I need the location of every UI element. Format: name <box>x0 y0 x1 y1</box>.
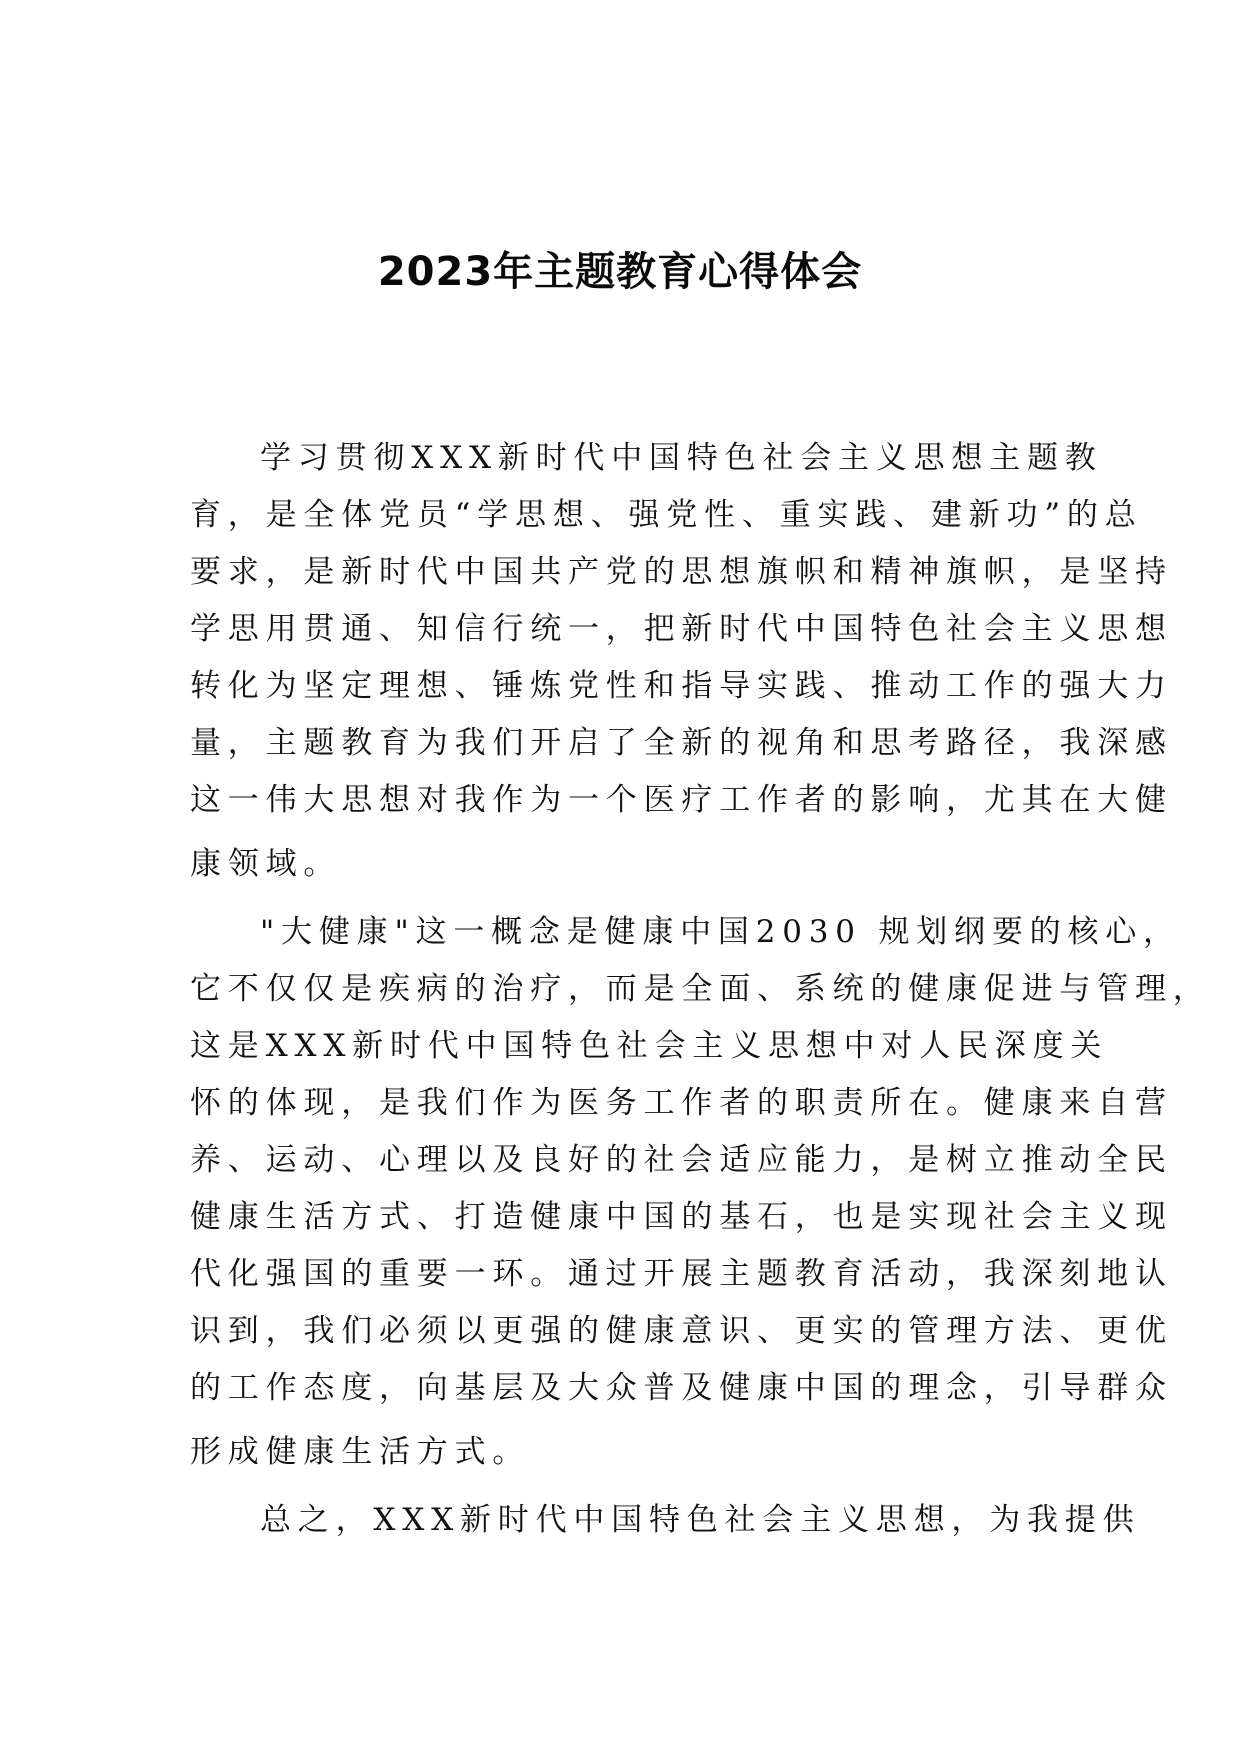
paragraph-1-line-6: 量，主题教育为我们开启了全新的视角和思考路径，我深感 <box>190 725 1173 761</box>
paragraph-1-line-2: 育，是全体党员“学思想、强党性、重实践、建新功”的总 <box>190 497 1143 533</box>
document-title: 2023年主题教育心得体会 <box>377 249 863 295</box>
paragraph-2-line-4: 怀的体现，是我们作为医务工作者的职责所在。健康来自营 <box>190 1085 1173 1121</box>
paragraph-2-line-1: "大健康"这一概念是健康中国2030 规划纲要的核心， <box>260 914 1181 950</box>
paragraph-2-line-2: 它不仅仅是疾病的治疗，而是全面、系统的健康促进与管理， <box>190 971 1211 1007</box>
paragraph-1-line-4: 学思用贯通、知信行统一，把新时代中国特色社会主义思想 <box>190 611 1173 647</box>
paragraph-2-line-5: 养、运动、心理以及良好的社会适应能力，是树立推动全民 <box>190 1142 1173 1178</box>
paragraph-2-line-3: 这是XXX新时代中国特色社会主义思想中对人民深度关 <box>190 1028 1109 1064</box>
paragraph-1-line-7: 这一伟大思想对我作为一个医疗工作者的影响，尤其在大健 <box>190 782 1173 818</box>
paragraph-2-line-9: 的工作态度，向基层及大众普及健康中国的理念，引导群众 <box>190 1370 1173 1406</box>
paragraph-1-line-8: 康领域。 <box>190 846 342 882</box>
paragraph-3-line-1: 总之，XXX新时代中国特色社会主义思想，为我提供 <box>260 1502 1141 1538</box>
paragraph-2-line-7: 代化强国的重要一环。通过开展主题教育活动，我深刻地认 <box>190 1256 1173 1292</box>
paragraph-2-line-6: 健康生活方式、打造健康中国的基石，也是实现社会主义现 <box>190 1199 1173 1235</box>
paragraph-1-line-1: 学习贯彻XXX新时代中国特色社会主义思想主题教 <box>260 440 1103 476</box>
paragraph-1-line-5: 转化为坚定理想、锤炼党性和指导实践、推动工作的强大力 <box>190 668 1173 704</box>
paragraph-2-line-8: 识到，我们必须以更强的健康意识、更实的管理方法、更优 <box>190 1313 1173 1349</box>
paragraph-2-line-10: 形成健康生活方式。 <box>190 1434 531 1470</box>
paragraph-1-line-3: 要求，是新时代中国共产党的思想旗帜和精神旗帜，是坚持 <box>190 554 1173 590</box>
